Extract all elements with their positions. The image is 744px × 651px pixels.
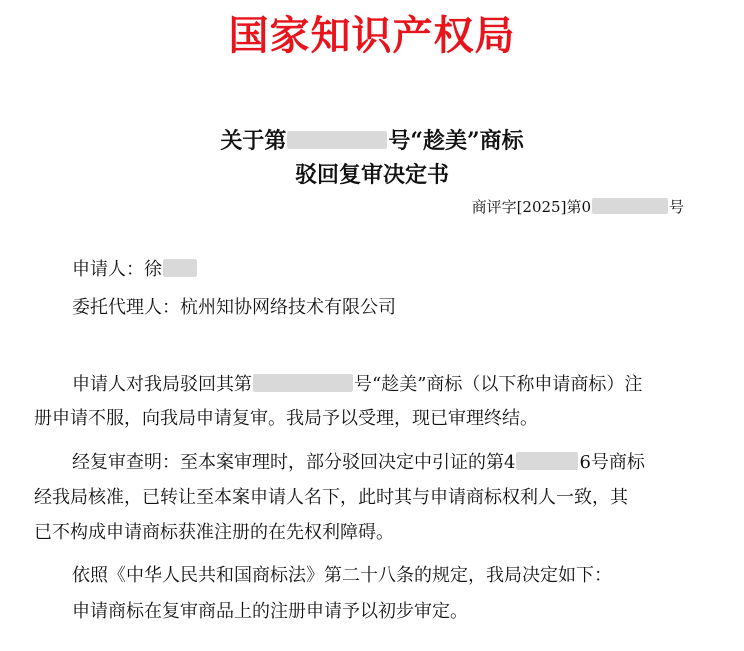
reference-suffix: 号 bbox=[668, 198, 684, 216]
paragraph-1-prefix: 申请人对我局驳回其第 bbox=[72, 374, 252, 395]
paragraph-2-prefix: 经复审查明：至本案审理时，部分驳回决定中引证的第4 bbox=[72, 452, 516, 473]
applicant-label: 申请人： bbox=[72, 259, 144, 280]
title-suffix: 号“趁美”商标 bbox=[388, 128, 524, 154]
redacted-applicant-name bbox=[163, 259, 197, 277]
agent-name: 杭州知协网络技术有限公司 bbox=[180, 297, 396, 318]
reference-prefix: 商评字[2025]第0 bbox=[471, 198, 591, 216]
title-prefix: 关于第 bbox=[220, 128, 287, 154]
redacted-reference-number bbox=[592, 198, 668, 214]
paragraph-2-line-1 bbox=[72, 450, 645, 476]
reference-number bbox=[472, 196, 684, 218]
applicant-line bbox=[72, 257, 198, 283]
paragraph-2-line-2: 经我局核准，已转让至本案申请人名下，此时其与申请商标权利人一致，其 bbox=[34, 487, 628, 508]
agent-label: 委托代理人： bbox=[72, 297, 180, 318]
paragraph-3: 依照《中华人民共和国商标法》第二十八条的规定，我局决定如下： bbox=[72, 565, 612, 586]
paragraph-4: 申请商标在复审商品上的注册申请予以初步审定。 bbox=[72, 601, 468, 622]
agent-line bbox=[72, 295, 396, 321]
agency-header: 国家知识产权局 bbox=[228, 13, 516, 59]
paragraph-1-line-2: 册申请不服，向我局申请复审。我局予以受理，现已审理终结。 bbox=[34, 408, 538, 429]
document-title-line-2: 驳回复审决定书 bbox=[294, 162, 449, 188]
applicant-name: 徐 bbox=[144, 259, 162, 280]
redacted-trademark-number bbox=[287, 131, 387, 149]
paragraph-1-suffix: 号“趁美”商标（以下称申请商标）注 bbox=[354, 374, 643, 395]
paragraph-1-line-1 bbox=[72, 372, 642, 398]
paragraph-2-suffix: 6号商标 bbox=[579, 452, 645, 473]
document-title-line-1 bbox=[0, 126, 744, 156]
paragraph-2-line-3: 已不构成申请商标获准注册的在先权利障碍。 bbox=[34, 522, 394, 543]
redacted-application-number bbox=[253, 374, 353, 392]
redacted-cited-number bbox=[516, 452, 578, 470]
